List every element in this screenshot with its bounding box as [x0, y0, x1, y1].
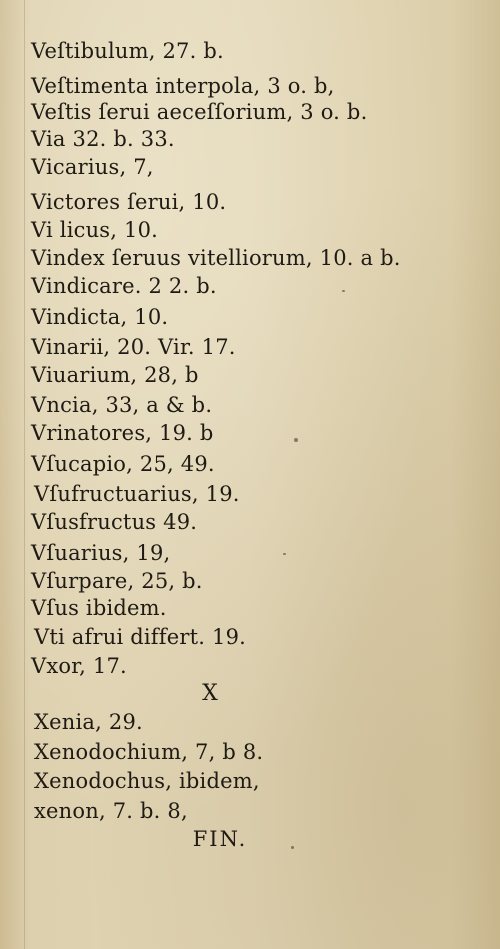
ink-speck — [342, 290, 345, 292]
index-entry: Veſtis ſerui aeceſſorium, 3 o. b. — [31, 100, 368, 124]
end-mark: FIN. — [192, 827, 248, 851]
index-entry: Xenodochus, ibidem, — [34, 769, 260, 793]
index-entry: Vicarius, 7, — [31, 155, 154, 179]
index-entry: Vti afrui differt. 19. — [34, 625, 247, 649]
index-entry: xenon, 7. b. 8, — [34, 799, 188, 823]
index-entry: Vindicare. 2 2. b. — [31, 274, 217, 298]
index-entry: Vindicta, 10. — [31, 305, 169, 329]
index-entry: Xenodochium, 7, b 8. — [34, 740, 264, 764]
index-entry: Vncia, 33, a & b. — [31, 393, 213, 417]
index-entry: Vindex ſeruus vitelliorum, 10. a b. — [31, 246, 401, 270]
index-entry: Vſucapio, 25, 49. — [31, 452, 215, 476]
index-entry: Vſurpare, 25, b. — [31, 569, 203, 593]
index-entry: Viuarium, 28, b — [31, 363, 199, 387]
index-entry: Vi licus, 10. — [31, 218, 159, 242]
index-entry: Veſtimenta interpola, 3 o. b, — [31, 74, 335, 98]
index-entry: Vſusfructus 49. — [31, 510, 198, 534]
index-entry: Vrinatores, 19. b — [31, 421, 214, 445]
ink-speck — [291, 846, 294, 849]
index-entry: Xenia, 29. — [34, 710, 143, 734]
ink-speck — [283, 553, 286, 555]
section-letter-heading: X — [202, 681, 218, 706]
index-entry: Via 32. b. 33. — [31, 127, 175, 151]
index-entry: Veſtibulum, 27. b. — [31, 39, 224, 63]
index-entry: Victores ſerui, 10. — [31, 190, 227, 214]
index-entry: Vſufructuarius, 19. — [34, 482, 240, 506]
ink-speck — [294, 438, 298, 442]
index-entry: Vxor, 17. — [31, 654, 127, 678]
index-entry: Vſus ibidem. — [31, 596, 167, 620]
index-entry: Vſuarius, 19, — [31, 541, 171, 565]
index-entry: Vinarii, 20. Vir. 17. — [31, 335, 236, 359]
